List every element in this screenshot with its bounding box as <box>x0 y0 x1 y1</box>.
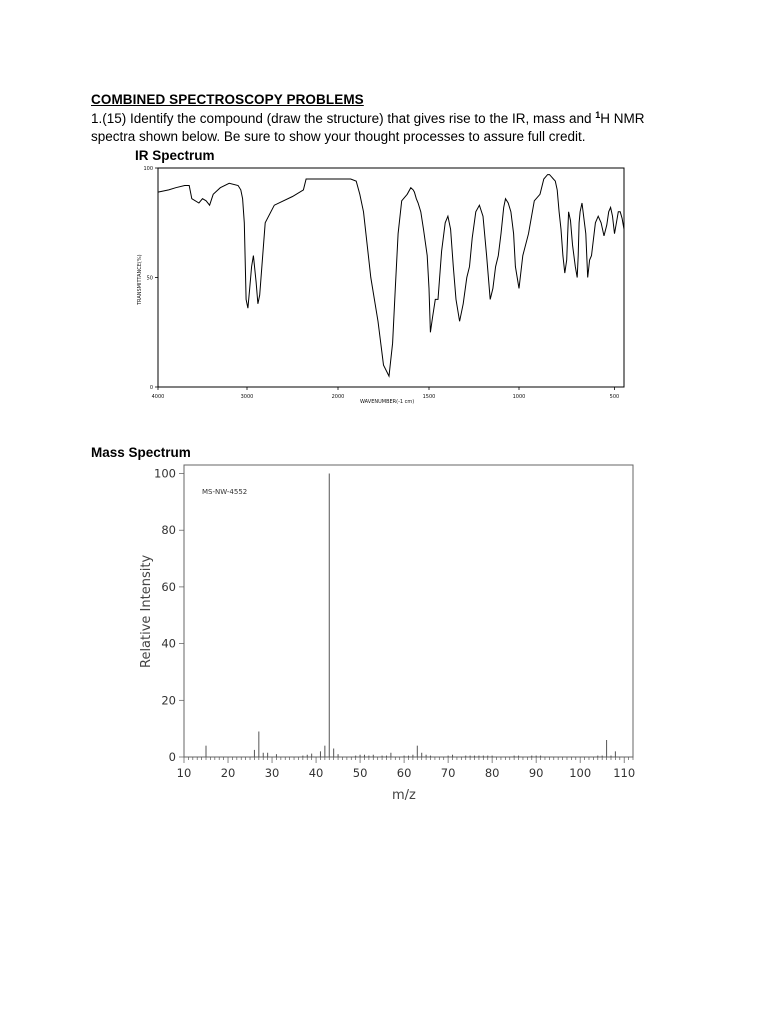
ir-x-tick-label: 4000 <box>151 394 165 400</box>
ir-x-axis-label: WAVENUMBER(-1 cm) <box>360 399 415 405</box>
ir-x-tick-label: 2000 <box>331 394 345 400</box>
ir-y-tick-label: 0 <box>149 385 153 391</box>
ir-y-axis-label: TRANSMITTANCE(%) <box>137 254 143 305</box>
mass-spectrum-title: Mass Spectrum <box>91 445 191 460</box>
ms-y-tick-label: 0 <box>168 750 176 764</box>
problem-heading: COMBINED SPECTROSCOPY PROBLEMS <box>91 92 364 107</box>
ms-x-tick-label: 20 <box>220 766 236 780</box>
ir-ticks <box>155 168 614 390</box>
question-line-1 <box>91 110 691 128</box>
ms-x-tick-label: 30 <box>264 766 280 780</box>
ms-annotation: MS-NW-4552 <box>202 488 248 496</box>
ms-plot-frame <box>184 465 633 757</box>
ms-x-tick-label: 80 <box>484 766 500 780</box>
ms-x-tick-label: 90 <box>528 766 544 780</box>
question-line-1-end: H NMR <box>600 111 645 126</box>
ir-y-tick-label: 50 <box>146 275 153 282</box>
question-line-2: spectra shown below. Be sure to show your thought processes to assure full credit. <box>91 129 586 144</box>
ir-plot-frame <box>158 168 624 387</box>
ms-y-axis-label: Relative Intensity <box>139 554 154 668</box>
ms-tick-labels <box>154 467 635 780</box>
problem-statement <box>91 110 691 146</box>
ms-ticks <box>179 474 633 763</box>
ir-x-tick-label: 1500 <box>422 394 436 400</box>
ms-x-tick-label: 40 <box>308 766 324 780</box>
nmr-superscript: 1 <box>595 110 601 120</box>
ms-y-tick-label: 20 <box>161 693 176 708</box>
ms-x-tick-label: 50 <box>352 766 368 780</box>
ir-series-line <box>158 175 624 377</box>
ms-y-tick-label: 40 <box>161 636 176 651</box>
ms-x-tick-label: 70 <box>440 766 456 780</box>
ms-x-tick-label: 10 <box>176 766 192 780</box>
ir-x-tick-label: 500 <box>609 394 620 400</box>
ms-y-tick-label: 60 <box>161 579 176 594</box>
ms-x-tick-label: 110 <box>613 766 636 780</box>
ms-y-tick-label: 80 <box>161 523 176 538</box>
ir-tick-labels <box>143 166 619 400</box>
ms-y-tick-label: 100 <box>154 466 176 481</box>
ir-x-tick-label: 1000 <box>512 394 526 400</box>
ir-y-tick-label: 100 <box>143 166 153 172</box>
ms-x-tick-label: 60 <box>396 766 412 780</box>
ms-bars <box>206 474 615 757</box>
ir-spectrum-title: IR Spectrum <box>135 148 215 163</box>
ms-x-tick-label: 100 <box>569 766 592 780</box>
ir-x-tick-label: 3000 <box>240 394 254 400</box>
question-line-1-text: 1.(15) Identify the compound (draw the structure) that gives rise to the IR, mass and <box>91 111 596 126</box>
ms-x-axis-label: m/z <box>392 788 416 803</box>
